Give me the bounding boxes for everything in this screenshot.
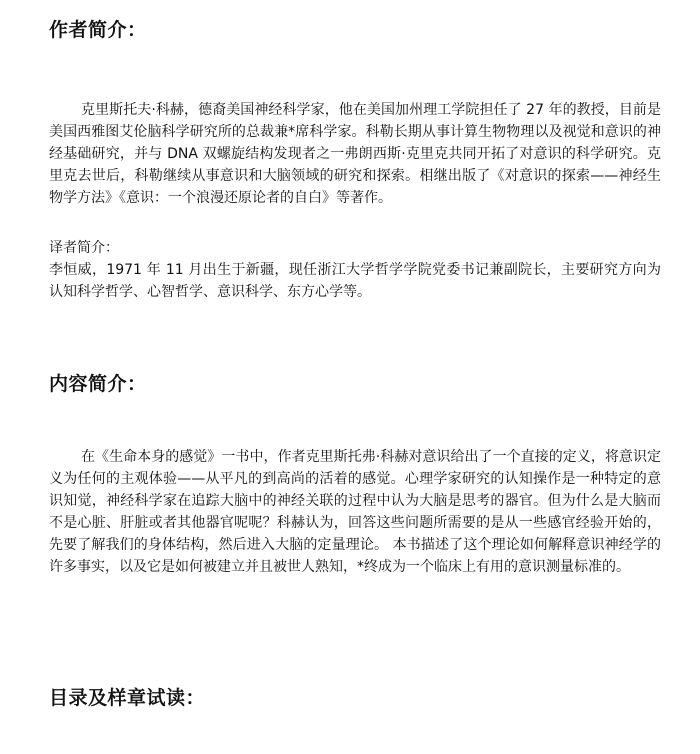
translator-intro-paragraph: 李恒威，1971 年 11 月出生于新疆，现任浙江大学哲学学院党委书记兼副院长，主要研究方向为认知科学哲学、心智哲学、意识科学、东方心学等。 bbox=[49, 262, 661, 300]
content-intro-paragraph: 在《生命本身的感觉》一书中，作者克里斯托弗·科赫对意识给出了一个直接的定义，将意识定义为任何的主观体验——从平凡的到高尚的活着的感觉。心理学家研究的认知操作是一种特定的意识知觉，神经科学家在追踪大脑中的神经关联的过程中认为大脑是思考的器官。但为什么是大脑而不是心脏、肝脏或者其他器官呢呢？科赫认为，回答这些问题所需要的是从一些感官经验开始的，先要了解我们的身体结构，然后进入大脑的定量理论。 本书描述了这个理论如何解释意识神经学的许多事实，以及它是如何被建立并且被世人熟知，*终成为一个临床上有用的意识测量标准的。 bbox=[49, 449, 661, 575]
author-intro-heading: 作者简介： bbox=[49, 19, 147, 41]
content-intro-heading: 内容简介： bbox=[49, 373, 147, 395]
toc-sample-heading: 目录及样章试读： bbox=[49, 687, 206, 709]
translator-intro-label: 译者简介： bbox=[49, 240, 119, 256]
author-intro-paragraph: 克里斯托夫·科赫，德裔美国神经科学家，他在美国加州理工学院担任了 27 年的教授，目前是美国西雅图艾伦脑科学研究所的总裁兼*席科学家。科勒长期从事计算生物物理以及视觉和意识的神经基础研究，并与 DNA 双螺旋结构发现者之一弗朗西斯·克里克共同开拓了对意识的科学研究。克里克去世后，科勒继续从事意识和大脑领域的研究和探索。相继出版了《对意识的探索——神经生物学方法》《意识：一个浪漫还原论者的自白》等著作。 bbox=[49, 102, 661, 206]
